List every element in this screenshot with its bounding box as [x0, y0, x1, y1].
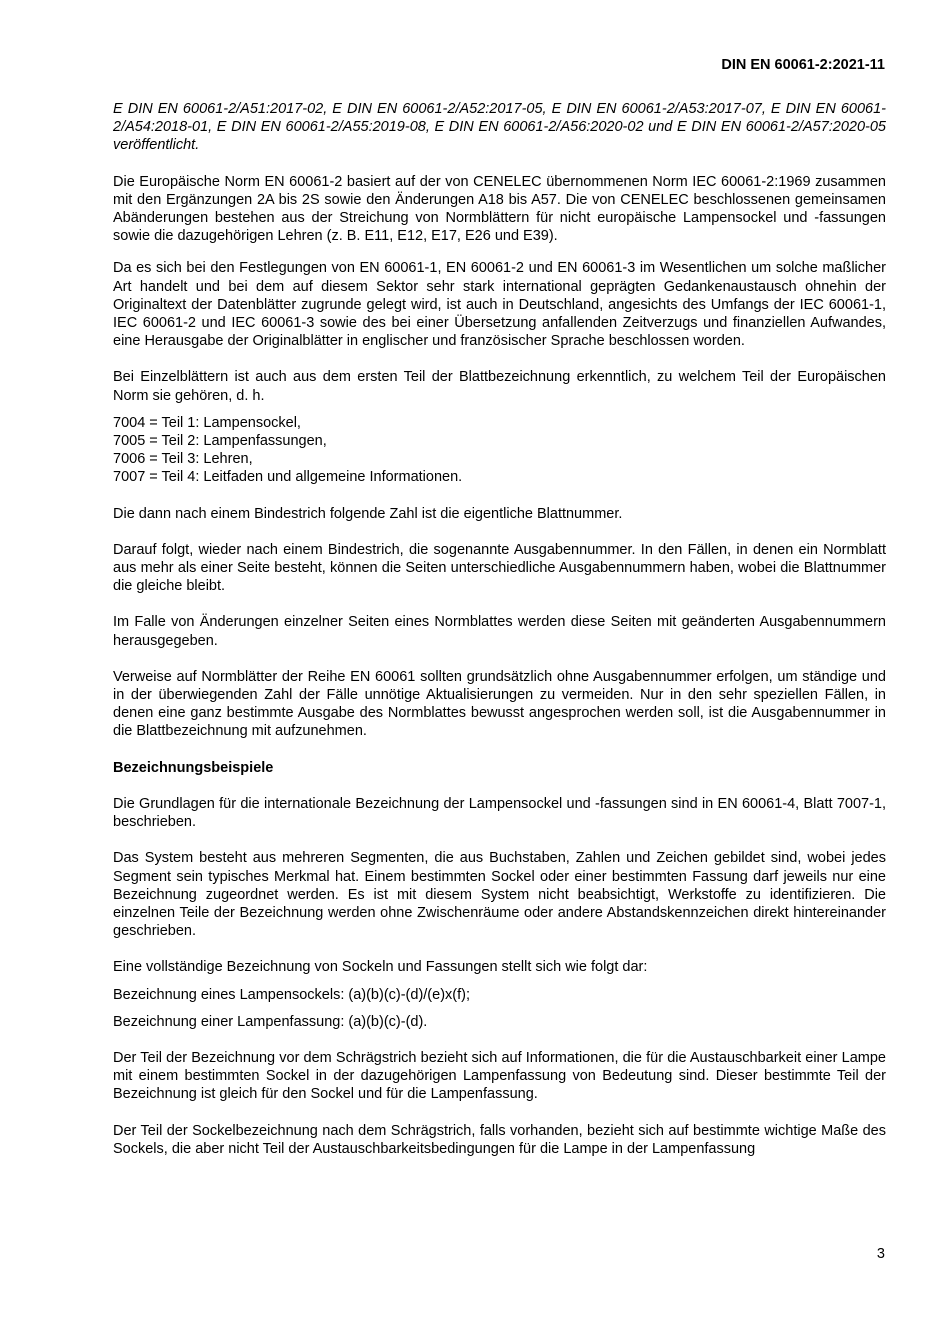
draft-list-paragraph: E DIN EN 60061-2/A51:2017-02, E DIN EN 60061-2/A52:2017-05, E DIN EN 60061-2/A53:2017-07, E DIN EN 60061-2/A54:2018-01, E DIN EN 60061-2/A55:2019-08, E DIN EN 60061-2/A56:2020-02 und E DIN EN 60061-2/A57:2020-05 veröffentlicht.: [113, 101, 886, 154]
list-item: 7004 = Teil 1: Lampensockel,: [113, 414, 301, 431]
paragraph: Bezeichnung einer Lampenfassung: (a)(b)(c)-(d).: [113, 1013, 428, 1030]
paragraph: Bezeichnung eines Lampensockels: (a)(b)(c)-(d)/(e)x(f);: [113, 986, 470, 1003]
paragraph: Die Europäische Norm EN 60061-2 basiert auf der von CENELEC übernommenen Norm IEC 60061-2:1969 zusammen mit den Ergänzungen 2A bis 2S sowie den Änderungen A18 bis A57. Die von CENELEC beschlossenen gemeinsamen Abänderungen bestehen aus der Streichung von Normblättern für nicht europäische Lampensockel und -fassungen sowie die dazugehörigen Lehren (z. B. E11, E12, E17, E26 und E39).: [113, 173, 886, 245]
list-item: 7007 = Teil 4: Leitfaden und allgemeine Informationen.: [113, 469, 463, 486]
paragraph: Die dann nach einem Bindestrich folgende Zahl ist die eigentliche Blattnummer.: [113, 505, 623, 522]
page-number: 3: [876, 1246, 885, 1262]
section-heading: Bezeichnungsbeispiele: [113, 759, 274, 776]
list-item: 7005 = Teil 2: Lampenfassungen,: [113, 433, 327, 450]
list-item: 7006 = Teil 3: Lehren,: [113, 451, 253, 468]
paragraph: Im Falle von Änderungen einzelner Seiten eines Normblattes werden diese Seiten mit geänderten Ausgabennummern herausgegeben.: [113, 614, 886, 649]
paragraph: Der Teil der Bezeichnung vor dem Schrägstrich bezieht sich auf Informationen, die für die Austauschbarkeit einer Lampe mit einem bestimmten Sockel in der dazugehörigen Lampenfassung von Bedeutung sind. Dieser bestimmte Teil der Bezeichnung ist gleich für den Sockel und für die Lampenfassung.: [113, 1049, 886, 1103]
document-body: [113, 100, 886, 1158]
paragraph: Die Grundlagen für die internationale Bezeichnung der Lampensockel und -fassungen sind in EN 60061-4, Blatt 7007-1, beschrieben.: [113, 795, 886, 831]
paragraph: Darauf folgt, wieder nach einem Bindestrich, die sogenannte Ausgabennummer. In den Fällen, in denen ein Normblatt aus mehr als einer Seite besteht, können die Seiten unterschiedliche Ausgabennummern haben, wobei die Blattnummer die gleiche bleibt.: [113, 541, 886, 595]
part-list: [113, 414, 886, 487]
paragraph: Da es sich bei den Festlegungen von EN 60061-1, EN 60061-2 und EN 60061-3 im Wesentlichen um solche maßlicher Art handelt und bei dem auf diesem Sektor sehr stark international geprägten Gedankenaustausch ohnehin der Originaltext der Datenblätter zugrunde gelegt wird, ist auch in Deutschland, angesichts des Umfangs der IEC 60061-1, IEC 60061-2 und IEC 60061-3 sowie des bei einer Übersetzung anfallenden Zeitverzugs und finanziellen Aufwandes, eine Herausgabe der Originalblätter in englischer und französischer Sprache beschlossen worden.: [113, 260, 886, 350]
paragraph: Bei Einzelblättern ist auch aus dem ersten Teil der Blattbezeichnung erkenntlich, zu welchem Teil der Europäischen Norm sie gehören, d. h.: [113, 369, 886, 404]
paragraph: Der Teil der Sockelbezeichnung nach dem Schrägstrich, falls vorhanden, bezieht sich auf bestimmte wichtige Maße des Sockels, die aber nicht Teil der Austauschbarkeitsbedingungen für die Lampe in der Lampenfassung: [113, 1122, 886, 1157]
paragraph: Das System besteht aus mehreren Segmenten, die aus Buchstaben, Zahlen und Zeichen gebildet sind, wobei jedes Segment sein typisches Merkmal hat. Einem bestimmten Sockel oder einer bestimmten Fassung darf jeweils nur eine Bezeichnung zugeordnet werden. Es ist mit diesem System nicht beabsichtigt, Werkstoffe zu identifizieren. Die einzelnen Teile der Bezeichnung werden ohne Zwischenräume oder andere Abstandskennzeichen direkt hintereinander geschrieben.: [113, 850, 886, 940]
paragraph: Eine vollständige Bezeichnung von Sockeln und Fassungen stellt sich wie folgt dar:: [113, 959, 648, 976]
paragraph: Verweise auf Normblätter der Reihe EN 60061 sollten grundsätzlich ohne Ausgabennummer erfolgen, um ständige und in der überwiegenden Zahl der Fälle unnötige Aktualisierungen zu vermeiden. Nur in den sehr speziellen Fällen, in denen eine ganz bestimmte Ausgabe des Normblattes bewusst angesprochen werden soll, ist die Ausgabennummer in die Blattbezeichnung mit aufzunehmen.: [113, 668, 886, 740]
document-id-header: DIN EN 60061-2:2021-11: [721, 57, 885, 73]
